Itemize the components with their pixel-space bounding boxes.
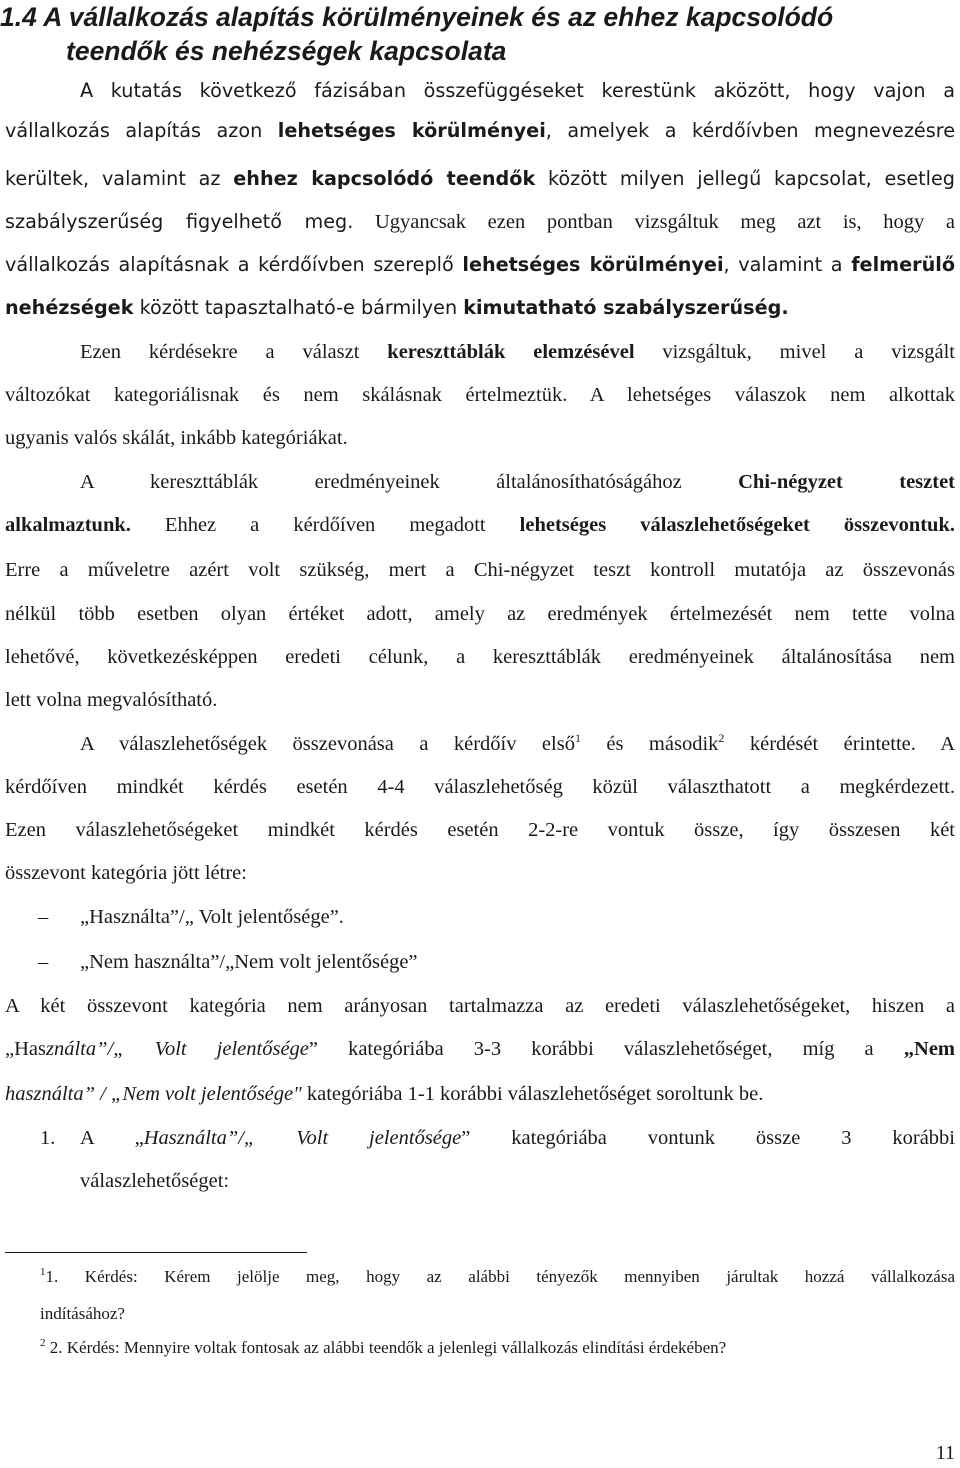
list-line-2: válaszlehetőséget: (80, 1170, 230, 1192)
footnote-separator (5, 1252, 307, 1253)
p4-line-3: Ezen válaszlehetőségeket mindkét kérdés esetén 2-2-re vontuk össze, így összesen két (5, 819, 955, 841)
list-line-1: A „Használta”/„ Volt jelentősége” kategóriába vontunk össze 3 korábbi (80, 1127, 955, 1149)
page-number: 11 (935, 1442, 955, 1464)
section-heading-line-2: teendők és nehézségek kapcsolata (66, 36, 507, 66)
footnote-1-line-2: indításához? (40, 1304, 125, 1323)
p3-line-3: Erre a műveletre azért volt szükség, mert a Chi-négyzet teszt kontroll mutatója az összevonás (5, 559, 955, 581)
p2-line-3: ugyanis valós skálát, inkább kategóriákat. (5, 427, 348, 449)
p1-line-5: vállalkozás alapításnak a kérdőívben szereplő lehetséges körülményei, valamint a felmerülő (5, 253, 956, 276)
section-heading-line-1: 1.4 A vállalkozás alapítás körülményeinek és az ehhez kapcsolódó (0, 2, 834, 32)
bullet-item-2: „Nem használta”/„Nem volt jelentősége” (80, 951, 418, 973)
p5-line-1: A két összevont kategória nem arányosan tartalmazza az eredeti válaszlehetőségeket, hiszen a (5, 995, 955, 1017)
footnote-ref-2[interactable]: 2 (718, 731, 725, 745)
p4-line-1: A válaszlehetőségek összevonása a kérdőív első$^1$ és második$^2$ kérdését érintette. A (80, 731, 955, 755)
p4-line-2: kérdőíven mindkét kérdés esetén 4-4 válaszlehetőség közül választhatott a megkérdezett. (5, 776, 955, 798)
p1-line-2: vállalkozás alapítás azon lehetséges körülményei, amelyek a kérdőívben megnevezésre (5, 119, 956, 142)
p3-line-6: lett volna megvalósítható. (5, 689, 218, 711)
list-number: 1. (40, 1127, 56, 1149)
p1-line-3: kerültek, valamint az ehhez kapcsolódó teendők között milyen jellegű kapcsolat, esetleg (5, 167, 955, 190)
footnote-2-line-1: $^2$ 2. Kérdés: Mennyire voltak fontosak az alábbi teendők a jelenlegi vállalkozás elindítási érdekében? (40, 1337, 727, 1357)
p1-line-1: A kutatás következő fázisában összefüggéseket kerestünk aközött, hogy vajon a (80, 79, 955, 102)
p1-line-6: nehézségek között tapasztalható-e bármilyen kimutatható szabályszerűség. (5, 296, 789, 319)
p5-line-2: „Használta”/„ Volt jelentősége” kategóriába 3-3 korábbi válaszlehetőséget, míg a „Nem (5, 1038, 955, 1060)
bullet-dash-2: – (38, 951, 49, 973)
p4-line-4: összevont kategória jött létre: (5, 862, 247, 884)
p3-line-4: nélkül több esetben olyan értéket adott, amely az eredmények értelmezését nem tette volna (5, 603, 955, 625)
p1-line-4: szabályszerűség figyelhető meg. Ugyancsak ezen pontban vizsgáltuk meg azt is, hogy a (5, 210, 955, 233)
p5-line-3: használta” / „Nem volt jelentősége" kategóriába 1-1 korábbi válaszlehetőséget soroltunk be. (5, 1083, 764, 1105)
p2-line-1: Ezen kérdésekre a választ kereszttáblák elemzésével vizsgáltuk, mivel a vizsgált (80, 341, 955, 363)
p3-line-5: lehetővé, következésképpen eredeti célunk, a kereszttáblák eredményeinek általánosítása nem (5, 646, 955, 668)
footnote-ref-1[interactable]: 1 (574, 731, 581, 745)
p3-line-1: A kereszttáblák eredményeinek általánosíthatóságához Chi-négyzet tesztet (80, 471, 955, 493)
bullet-dash-1: – (38, 906, 49, 928)
p2-line-2: változókat kategoriálisnak és nem skálásnak értelmeztük. A lehetséges válaszok nem alkottak (5, 384, 955, 406)
bullet-item-1: „Használta”/„ Volt jelentősége”. (80, 906, 344, 928)
p3-line-2: alkalmaztunk. Ehhez a kérdőíven megadott lehetséges válaszlehetőségeket összevontuk. (5, 514, 955, 536)
footnote-1-line-1: $^1$1. Kérdés: Kérem jelölje meg, hogy az alábbi tényezők mennyiben járultak hozzá vállalkozása (40, 1266, 955, 1286)
